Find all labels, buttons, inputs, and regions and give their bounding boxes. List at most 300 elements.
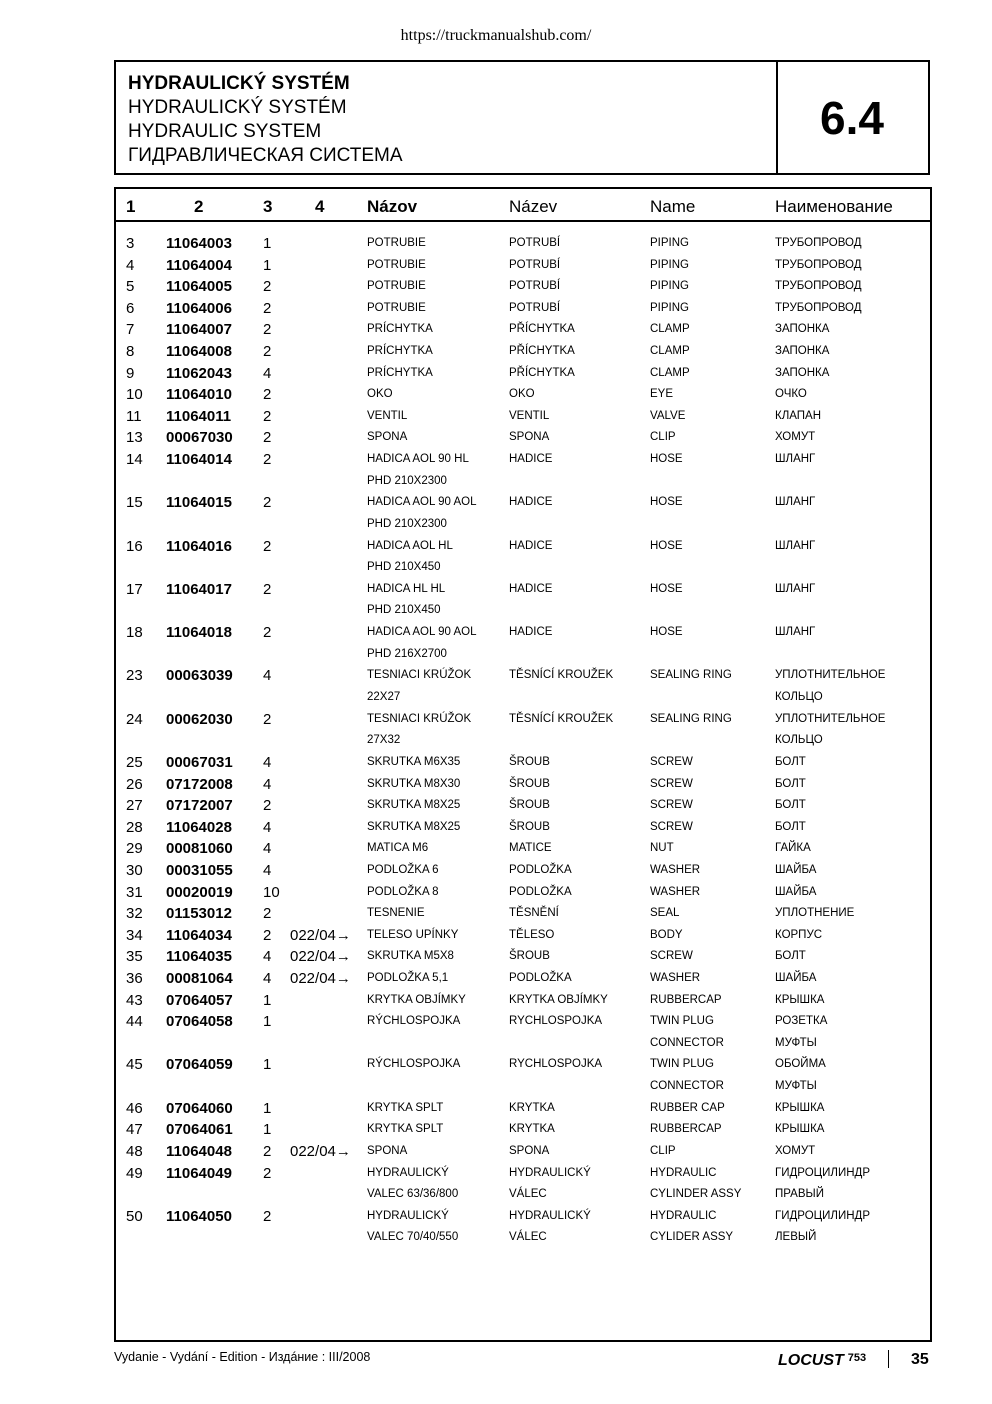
table-row <box>116 233 930 255</box>
part-number: 11064014 <box>166 450 232 468</box>
name-cz: ŠROUB <box>509 820 550 833</box>
part-number: 00020019 <box>166 883 233 901</box>
quantity: 1 <box>263 1121 272 1139</box>
table-row <box>116 579 930 622</box>
name-cz: POTRUBÍ <box>509 258 561 271</box>
name-ru: ТРУБОПРОВОД <box>775 237 862 249</box>
quantity: 2 <box>263 494 272 512</box>
section-header <box>114 60 930 175</box>
title-sk: HYDRAULICKÝ SYSTÉM <box>128 73 350 94</box>
valid-from-note: 022/04→ <box>290 1142 351 1160</box>
page-number: 35 <box>911 1351 929 1368</box>
name-ru: КОЛЬЦО <box>775 691 823 704</box>
name-en: WASHER <box>650 971 701 984</box>
position-number: 10 <box>126 386 143 404</box>
quantity: 2 <box>263 1207 272 1225</box>
model-number: 753 <box>847 1352 867 1364</box>
quantity: 2 <box>263 905 272 923</box>
name-ru: ШЛАНГ <box>775 626 816 639</box>
name-en: RUBBER CAP <box>650 1101 725 1114</box>
name-cz: POTRUBÍ <box>509 301 561 314</box>
name-sk: RÝCHLOSPOJKA <box>367 1058 461 1071</box>
name-en: WASHER <box>650 863 701 876</box>
name-en: HYDRAULIC <box>650 1209 717 1222</box>
name-cz: VÁLEC <box>509 1231 547 1244</box>
name-en: CLIP <box>650 431 676 444</box>
quantity: 2 <box>263 450 272 468</box>
name-cz: RYCHLOSPOJKA <box>509 1015 603 1028</box>
name-en: HOSE <box>650 626 683 639</box>
position-number: 43 <box>126 991 143 1009</box>
table-row <box>116 903 930 925</box>
name-sk: PODLOŽKA 6 <box>367 863 439 876</box>
section-titles <box>128 72 403 168</box>
name-ru: КРЫШКА <box>775 1101 825 1114</box>
quantity: 1 <box>263 1056 272 1074</box>
name-sk: SKRUTKA M8X25 <box>367 799 461 812</box>
name-en: CONNECTOR <box>650 1036 724 1049</box>
table-row <box>116 276 930 298</box>
name-en: HOSE <box>650 582 683 595</box>
name-cz: ŠROUB <box>509 799 550 812</box>
name-sk: PRÍCHYTKA <box>367 366 433 379</box>
position-number: 45 <box>126 1056 143 1074</box>
position-number: 8 <box>126 342 135 360</box>
part-number: 11064004 <box>166 256 232 274</box>
name-ru: ШЛАНГ <box>775 582 816 595</box>
name-sk: 27X32 <box>367 734 401 747</box>
name-ru: ГИДРОЦИЛИНДР <box>775 1166 870 1179</box>
part-number: 07172007 <box>166 797 233 815</box>
name-ru: КОЛЬЦО <box>775 734 823 747</box>
name-cz: ŠROUB <box>509 777 550 790</box>
part-number: 11064028 <box>166 818 232 836</box>
quantity: 1 <box>263 991 272 1009</box>
table-row <box>116 1119 930 1141</box>
part-number: 00081060 <box>166 840 233 858</box>
quantity: 4 <box>263 948 272 966</box>
name-en: SCREW <box>650 799 693 812</box>
header-name-cz: Název <box>509 197 558 216</box>
part-number: 00063039 <box>166 667 233 685</box>
part-number: 07172008 <box>166 775 233 793</box>
name-ru: ЗАПОНКА <box>775 366 830 379</box>
name-ru: ОБОЙМА <box>775 1058 826 1071</box>
table-row <box>116 709 930 752</box>
name-sk: VALEC 63/36/800 <box>367 1188 459 1201</box>
name-sk: PHD 210X450 <box>367 561 441 574</box>
quantity: 4 <box>263 754 272 772</box>
name-ru: ЛЕВЫЙ <box>775 1231 817 1244</box>
name-cz: POTRUBÍ <box>509 237 561 249</box>
name-sk: PRÍCHYTKA <box>367 323 433 336</box>
name-cz: PŘÍCHYTKA <box>509 366 575 379</box>
table-row <box>116 774 930 796</box>
name-sk: KRYTKA SPLT <box>367 1123 444 1136</box>
name-ru: УПЛОТНЕНИЕ <box>775 907 855 920</box>
name-sk: POTRUBIE <box>367 301 426 314</box>
part-number: 00067031 <box>166 754 233 772</box>
quantity: 2 <box>263 386 272 404</box>
name-en: NUT <box>650 842 674 855</box>
name-en: CLAMP <box>650 323 690 336</box>
table-row <box>116 838 930 860</box>
quantity: 1 <box>263 235 272 252</box>
name-en: CONNECTOR <box>650 1080 724 1093</box>
name-cz: OKO <box>509 388 535 401</box>
position-number: 26 <box>126 775 143 793</box>
name-cz: RYCHLOSPOJKA <box>509 1058 603 1071</box>
name-sk: VENTIL <box>367 409 408 422</box>
name-cz: TĚLESO <box>509 928 555 941</box>
position-number: 31 <box>126 883 143 901</box>
edition-text: Vydanie - Vydání - Edition - Издáние : III/2008 <box>114 1350 371 1364</box>
part-number: 11064008 <box>166 342 232 360</box>
brand-name: LOCUST <box>778 1352 844 1369</box>
name-ru: КРЫШКА <box>775 993 825 1006</box>
part-number: 11064015 <box>166 494 232 512</box>
quantity: 2 <box>263 624 272 642</box>
table-row <box>116 882 930 904</box>
name-sk: OKO <box>367 388 393 401</box>
name-cz: PŘÍCHYTKA <box>509 323 575 336</box>
position-number: 6 <box>126 299 135 317</box>
name-sk: TESNIACI KRÚŽOK <box>367 712 472 725</box>
name-sk: RÝCHLOSPOJKA <box>367 1015 461 1028</box>
table-row <box>116 363 930 385</box>
quantity: 4 <box>263 969 272 987</box>
quantity: 4 <box>263 775 272 793</box>
table-body <box>116 233 930 1249</box>
position-number: 13 <box>126 429 143 447</box>
name-cz: VENTIL <box>509 409 550 422</box>
source-url[interactable]: https://truckmanualshub.com/ <box>400 27 592 44</box>
name-ru: ТРУБОПРОВОД <box>775 258 862 271</box>
name-ru: КОРПУС <box>775 928 823 941</box>
name-en: EYE <box>650 388 674 401</box>
part-number: 11062043 <box>166 364 232 382</box>
name-ru: ШАЙБА <box>775 863 817 876</box>
name-en: PIPING <box>650 301 689 314</box>
name-sk: VALEC 70/40/550 <box>367 1231 459 1244</box>
position-number: 44 <box>126 1013 143 1031</box>
position-number: 15 <box>126 494 143 512</box>
name-sk: SKRUTKA M8X25 <box>367 820 461 833</box>
name-sk: PODLOŽKA 8 <box>367 885 439 898</box>
part-number: 11064016 <box>166 537 232 555</box>
name-en: SCREW <box>650 777 693 790</box>
name-ru: ЗАПОНКА <box>775 344 830 357</box>
part-number: 07064057 <box>166 991 233 1009</box>
name-cz: POTRUBÍ <box>509 280 561 293</box>
part-number: 11064006 <box>166 299 232 317</box>
name-cz: MATICE <box>509 842 552 855</box>
name-cz: PODLOŽKA <box>509 863 572 876</box>
name-ru: ПРАВЫЙ <box>775 1188 824 1201</box>
name-en: BODY <box>650 928 683 941</box>
part-number: 11064011 <box>166 407 232 425</box>
position-number: 3 <box>126 235 135 252</box>
parts-table <box>114 187 932 1342</box>
part-number: 07064061 <box>166 1121 233 1139</box>
position-number: 35 <box>126 948 143 966</box>
header-name-ru: Наименование <box>775 197 893 216</box>
name-sk: HADICA HL HL <box>367 582 446 595</box>
position-number: 17 <box>126 580 143 598</box>
name-sk: HADICA AOL 90 HL <box>367 452 469 465</box>
quantity: 2 <box>263 1164 272 1182</box>
name-sk: SKRUTKA M6X35 <box>367 756 461 769</box>
position-number: 49 <box>126 1164 143 1182</box>
table-row <box>116 449 930 492</box>
name-en: VALVE <box>650 409 686 422</box>
position-number: 36 <box>126 969 143 987</box>
table-row <box>116 1054 930 1097</box>
name-en: PIPING <box>650 280 689 293</box>
name-en: HYDRAULIC <box>650 1166 717 1179</box>
name-cz: SPONA <box>509 1144 550 1157</box>
name-sk: 22X27 <box>367 691 401 704</box>
header-col-3: 3 <box>263 197 273 216</box>
name-sk: KRYTKA SPLT <box>367 1101 444 1114</box>
title-en: HYDRAULIC SYSTEM <box>128 121 322 142</box>
name-cz: HADICE <box>509 582 553 595</box>
table-row <box>116 795 930 817</box>
table-row <box>116 925 930 947</box>
name-ru: БОЛТ <box>775 756 806 769</box>
name-en: SCREW <box>650 756 693 769</box>
name-ru: МУФТЫ <box>775 1036 817 1049</box>
name-sk: HADICA AOL 90 AOL <box>367 626 477 639</box>
name-en: TWIN PLUG <box>650 1058 714 1071</box>
name-sk: SPONA <box>367 431 408 444</box>
position-number: 25 <box>126 754 143 772</box>
name-en: WASHER <box>650 885 701 898</box>
name-ru: ХОМУТ <box>775 1144 816 1157</box>
name-en: HOSE <box>650 496 683 509</box>
valid-from-note: 022/04→ <box>290 948 351 966</box>
position-number: 18 <box>126 624 143 642</box>
name-sk: PHD 210X2300 <box>367 517 447 530</box>
name-en: RUBBERCAP <box>650 993 722 1006</box>
name-sk: HYDRAULICKÝ <box>367 1209 449 1222</box>
name-sk: SPONA <box>367 1144 408 1157</box>
part-number: 11064007 <box>166 321 232 339</box>
name-ru: РОЗЕТКА <box>775 1015 828 1028</box>
position-number: 32 <box>126 905 143 923</box>
title-cz: HYDRAULICKÝ SYSTÉM <box>128 97 347 118</box>
position-number: 16 <box>126 537 143 555</box>
part-number: 11064035 <box>166 948 232 966</box>
part-number: 11064049 <box>166 1164 232 1182</box>
part-number: 00062030 <box>166 710 233 728</box>
position-number: 50 <box>126 1207 143 1225</box>
position-number: 7 <box>126 321 135 339</box>
name-ru: БОЛТ <box>775 820 806 833</box>
name-ru: МУФТЫ <box>775 1080 817 1093</box>
name-ru: ШЛАНГ <box>775 496 816 509</box>
name-en: TWIN PLUG <box>650 1015 714 1028</box>
name-cz: SPONA <box>509 431 550 444</box>
position-number: 48 <box>126 1142 143 1160</box>
table-row <box>116 536 930 579</box>
name-sk: MATICA M6 <box>367 842 429 855</box>
part-number: 11064017 <box>166 580 232 598</box>
valid-from-note: 022/04→ <box>290 926 351 944</box>
table-row <box>116 298 930 320</box>
name-en: HOSE <box>650 452 683 465</box>
name-en: PIPING <box>650 237 689 249</box>
name-cz: KRYTKA OBJÍMKY <box>509 993 608 1006</box>
part-number: 11064010 <box>166 386 232 404</box>
quantity: 4 <box>263 840 272 858</box>
brand-logo <box>778 1352 866 1370</box>
header-name-en: Name <box>650 197 696 216</box>
position-number: 5 <box>126 278 135 296</box>
name-en: SEALING RING <box>650 712 732 725</box>
table-row <box>116 1098 930 1120</box>
part-number: 11064050 <box>166 1207 232 1225</box>
position-number: 29 <box>126 840 143 858</box>
table-row <box>116 427 930 449</box>
quantity: 2 <box>263 537 272 555</box>
part-number: 00081064 <box>166 969 233 987</box>
table-row <box>116 817 930 839</box>
part-number: 07064059 <box>166 1056 233 1074</box>
quantity: 4 <box>263 818 272 836</box>
name-sk: HADICA AOL 90 AOL <box>367 496 477 509</box>
quantity: 4 <box>263 667 272 685</box>
quantity: 10 <box>263 883 280 901</box>
name-sk: SKRUTKA M8X30 <box>367 777 461 790</box>
name-ru: БОЛТ <box>775 950 806 963</box>
name-cz: HADICE <box>509 626 553 639</box>
name-ru: ХОМУТ <box>775 431 816 444</box>
quantity: 1 <box>263 256 272 274</box>
quantity: 4 <box>263 364 272 382</box>
name-ru: ШАЙБА <box>775 971 817 984</box>
header-name-sk: Názov <box>367 197 418 216</box>
name-cz: HYDRAULICKÝ <box>509 1209 591 1222</box>
name-sk: HADICA AOL HL <box>367 539 453 552</box>
name-en: PIPING <box>650 258 689 271</box>
quantity: 2 <box>263 429 272 447</box>
table-row <box>116 665 930 708</box>
name-sk: KRYTKA OBJÍMKY <box>367 993 466 1006</box>
section-number: 6.4 <box>820 91 884 144</box>
name-ru: КРЫШКА <box>775 1123 825 1136</box>
header-col-1: 1 <box>126 197 136 216</box>
name-ru: ТРУБОПРОВОД <box>775 301 862 314</box>
name-ru: ТРУБОПРОВОД <box>775 280 862 293</box>
name-en: CLIP <box>650 1144 676 1157</box>
name-cz: KRYTKA <box>509 1101 555 1114</box>
position-number: 4 <box>126 256 135 274</box>
table-row <box>116 341 930 363</box>
name-cz: VÁLEC <box>509 1188 547 1201</box>
name-en: HOSE <box>650 539 683 552</box>
table-row <box>116 946 930 968</box>
name-cz: PODLOŽKA <box>509 971 572 984</box>
name-en: SEALING RING <box>650 669 732 682</box>
quantity: 2 <box>263 1142 272 1160</box>
name-en: CYLIDER ASSY <box>650 1231 734 1244</box>
part-number: 11064034 <box>166 926 232 944</box>
quantity: 2 <box>263 407 272 425</box>
position-number: 28 <box>126 818 143 836</box>
part-number: 07064060 <box>166 1099 233 1117</box>
name-en: CLAMP <box>650 366 690 379</box>
part-number: 11064003 <box>166 235 232 252</box>
quantity: 4 <box>263 861 272 879</box>
title-ru: ГИДРАВЛИЧЕСКАЯ СИСТЕМА <box>128 145 403 166</box>
name-sk: PODLOŽKA 5,1 <box>367 971 449 984</box>
valid-from-note: 022/04→ <box>290 969 351 987</box>
name-ru: УПЛОТНИТЕЛЬНОЕ <box>775 669 886 682</box>
name-cz: PODLOŽKA <box>509 885 572 898</box>
name-ru: ШАЙБА <box>775 885 817 898</box>
quantity: 2 <box>263 342 272 360</box>
quantity: 2 <box>263 299 272 317</box>
position-number: 46 <box>126 1099 143 1117</box>
part-number: 11064018 <box>166 624 232 642</box>
name-cz: ŠROUB <box>509 950 550 963</box>
name-sk: POTRUBIE <box>367 280 426 293</box>
name-sk: POTRUBIE <box>367 258 426 271</box>
table-row <box>116 990 930 1012</box>
part-number: 07064058 <box>166 1013 233 1031</box>
name-sk: HYDRAULICKÝ <box>367 1166 449 1179</box>
table-row <box>116 860 930 882</box>
name-ru: КЛАПАН <box>775 409 822 422</box>
name-ru: БОЛТ <box>775 799 806 812</box>
header-col-4: 4 <box>315 197 325 216</box>
quantity: 1 <box>263 1099 272 1117</box>
quantity: 2 <box>263 710 272 728</box>
table-row <box>116 255 930 277</box>
name-ru: ОЧКО <box>775 388 807 401</box>
name-en: SCREW <box>650 820 693 833</box>
table-row <box>116 968 930 990</box>
position-number: 30 <box>126 861 143 879</box>
name-ru: ШЛАНГ <box>775 452 816 465</box>
name-cz: HADICE <box>509 496 553 509</box>
name-sk: TELESO UPÍNKY <box>367 928 459 941</box>
name-sk: POTRUBIE <box>367 237 426 249</box>
name-cz: KRYTKA <box>509 1123 555 1136</box>
quantity: 2 <box>263 278 272 296</box>
position-number: 24 <box>126 710 143 728</box>
name-ru: ЗАПОНКА <box>775 323 830 336</box>
name-ru: ГИДРОЦИЛИНДР <box>775 1209 870 1222</box>
name-ru: БОЛТ <box>775 777 806 790</box>
name-ru: ГАЙКА <box>775 842 811 855</box>
table-row <box>116 1206 930 1249</box>
table-row <box>116 384 930 406</box>
position-number: 34 <box>126 926 143 944</box>
table-header <box>116 189 930 222</box>
part-number: 00031055 <box>166 861 233 879</box>
table-row <box>116 1163 930 1206</box>
name-cz: HADICE <box>509 452 553 465</box>
name-sk: TESNENIE <box>367 907 425 920</box>
part-number: 00067030 <box>166 429 233 447</box>
part-number: 11064048 <box>166 1142 232 1160</box>
position-number: 11 <box>126 407 142 425</box>
name-ru: ШЛАНГ <box>775 539 816 552</box>
name-en: CYLINDER ASSY <box>650 1188 742 1201</box>
position-number: 9 <box>126 364 135 382</box>
